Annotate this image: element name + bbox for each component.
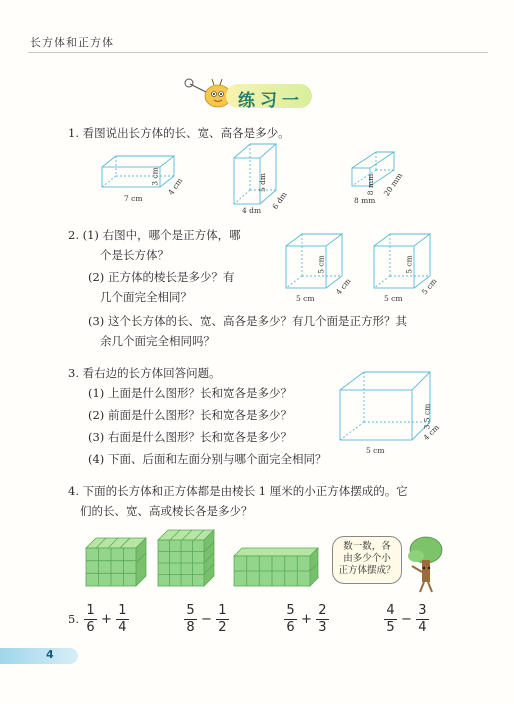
q1-box3-height: 8 mm — [366, 173, 376, 196]
q2-part2: (2) 正方体的棱长是多少？有 — [88, 270, 235, 284]
page-number: 4 — [46, 648, 54, 661]
q3-part4: (4) 下面、后面和左面分别与哪个面完全相同？ — [88, 452, 327, 466]
operator: − — [401, 612, 412, 627]
hint-bubble — [332, 536, 402, 584]
numerator: 1 — [118, 603, 127, 618]
denominator: 3 — [318, 620, 327, 635]
q3-box-length: 5 cm — [366, 446, 385, 455]
numerator: 3 — [418, 603, 427, 618]
tree-character-icon — [402, 532, 446, 594]
q2-cube1-width: 4 cm — [333, 276, 353, 297]
q2-part1-cont: 个是长方体？ — [100, 248, 169, 262]
fraction — [416, 604, 429, 635]
q4-line2: 们的长、宽、高或棱长各是多少？ — [80, 504, 253, 518]
q2-part2-cont: 几个面完全相同？ — [100, 290, 192, 304]
q3-box-height: 3.5 cm — [422, 403, 432, 430]
q1-box2-width: 6 dm — [270, 190, 289, 211]
hint-line-3: 正方体摆成？ — [338, 565, 396, 576]
q1-box1-width: 4 cm — [166, 176, 185, 197]
q5-expression-4 — [384, 604, 429, 635]
fraction — [216, 604, 229, 635]
denominator: 6 — [86, 620, 95, 635]
q3-box-width: 4 cm — [421, 422, 441, 443]
q4-cuboid-2 — [232, 544, 320, 590]
q2-part3: (3) 这个长方体的长、宽、高各是多少？有几个面是正方形？其 — [88, 314, 407, 328]
hint-line-2: 由多少个小 — [343, 553, 391, 564]
q1-box3-width: 20 mm — [381, 171, 405, 198]
q2-part1: 2. (1) 右图中，哪个是正方体，哪 — [68, 228, 241, 242]
q3-part1: (1) 上面是什么图形？长和宽各是多少？ — [88, 386, 292, 400]
denominator: 5 — [386, 620, 395, 635]
operator: − — [201, 612, 212, 627]
exercise-title: 练习一 — [238, 91, 304, 111]
q5-number: 5. — [68, 612, 79, 626]
fraction — [116, 604, 129, 635]
q1-box1-length: 7 cm — [124, 194, 143, 203]
numerator: 1 — [86, 603, 95, 618]
q1-box2-length: 4 dm — [242, 206, 262, 215]
q2-cube2-width: 5 cm — [419, 276, 439, 297]
q2-cube1-length: 5 cm — [296, 294, 315, 303]
denominator: 8 — [186, 620, 195, 635]
denominator: 6 — [286, 620, 295, 635]
q1-box2-height: 5 dm — [258, 172, 268, 193]
q3-intro: 3. 看右边的长方体回答问题。 — [68, 366, 221, 380]
numerator: 2 — [318, 603, 327, 618]
q5-expression-2 — [184, 604, 229, 635]
fraction — [284, 604, 297, 635]
q3-part2: (2) 前面是什么图形？长和宽各是多少？ — [88, 408, 292, 422]
question-1: 1. 看图说出长方体的长、宽、高各是多少。 — [68, 126, 290, 140]
fraction — [316, 604, 329, 635]
fraction — [84, 604, 97, 635]
operator: + — [301, 612, 312, 627]
numerator: 5 — [286, 603, 295, 618]
denominator: 4 — [118, 620, 127, 635]
numerator: 1 — [218, 603, 227, 618]
q2-cube1-height: 5 cm — [316, 255, 326, 274]
operator: + — [101, 612, 112, 627]
fraction — [384, 604, 397, 635]
header-divider — [28, 52, 488, 53]
q5-expression-3 — [284, 604, 329, 635]
denominator: 4 — [418, 620, 427, 635]
fraction — [184, 604, 197, 635]
hint-line-1: 数一数，各 — [343, 541, 391, 552]
chapter-header: 长方体和正方体 — [30, 36, 114, 49]
q1-box1-height: 3 cm — [150, 167, 160, 186]
numerator: 4 — [386, 603, 395, 618]
q1-box3-length: 8 mm — [354, 196, 376, 205]
page-number-band — [0, 648, 78, 664]
q4-cube — [156, 526, 216, 590]
q4-line1: 4. 下面的长方体和正方体都是由棱长 1 厘米的小正方体摆成的。它 — [68, 484, 408, 498]
denominator: 2 — [218, 620, 227, 635]
q3-part3: (3) 右面是什么图形？长和宽各是多少？ — [88, 430, 292, 444]
numerator: 5 — [186, 603, 195, 618]
q4-cuboid-1 — [84, 528, 148, 590]
q5-expression-1 — [84, 604, 129, 635]
q2-cube2-height: 5 cm — [404, 255, 414, 274]
q2-cube2-length: 5 cm — [384, 294, 403, 303]
q2-part3-cont: 余几个面完全相同吗？ — [100, 334, 215, 348]
